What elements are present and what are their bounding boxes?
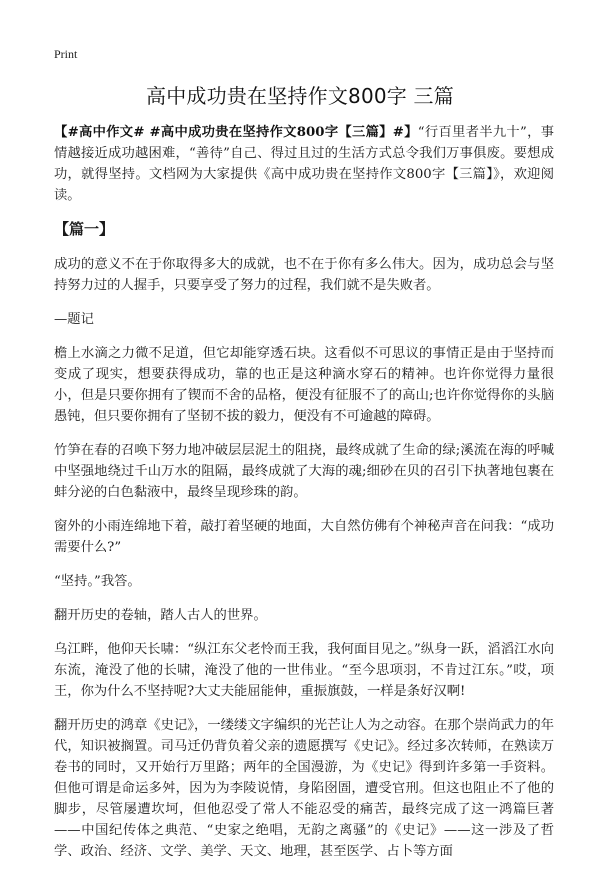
paragraph: 檐上水滴之力微不足道，但它却能穿透石块。这看似不可思议的事情正是由于坚持而变成了现实，想要获得成功，靠的也正是这种滴水穿石的精神。也许你觉得力量很小，但是只要你拥有了锲而不舍的品格，便没有征服不了的高山;也许你觉得你的头脑愚钝，但只要你拥有了坚韧不拔的毅力，便没有不可逾越的障碍。 [54,346,554,424]
print-label: Print [54,47,78,61]
page-title: 高中成功贵在坚持作文800字 三篇 [146,84,454,108]
paragraph: 乌江畔，他仰天长啸：“纵江东父老怜而王我，我何面目见之。”纵身一跃，滔滔江水向东流，淹没了他的长啸，淹没了他的一世伟业。“至今思项羽，不肯过江东。”哎，项王，你为什么不坚持呢?大丈夫能屈能伸，重振旗鼓，一样是条好汉啊! [54,642,554,699]
paragraph: 成功的意义不在于你取得多大的成就，也不在于你有多么伟大。因为，成功总会与坚持努力过的人握手，只要享受了努力的过程，我们就不是失败者。 [54,257,554,293]
epigraph-note: —题记 [54,312,94,327]
paragraph: 窗外的小雨连绵地下着，敲打着坚硬的地面，大自然仿佛有个神秘声音在问我：“成功需要什么?” [54,519,554,555]
intro-text: “行百里者半九十”，事情越接近成功越困难，“善待”自己、得过且过的生活方式总令我们万事俱废。要想成功，就得坚持。文档网为大家提供《高中成功贵在坚持作文800字【三篇】》，欢迎阅读。 [54,125,554,203]
paragraph: 翻开历史的鸿章《史记》，一缕缕文字编织的光芒让人为之动容。在那个崇尚武力的年代，知识被搁置。司马迁仍背负着父亲的遗愿撰写《史记》。经过多次转师，在熟读万卷书的同时，又开始行万里路；两年的全国漫游，为《史记》得到许多第一手资料。但他可谓是命运多舛，因为为李陵说情，身陷囹圄，遭受官刑。但这也阻止不了他的脚步，尽管屡遭坎坷，但他忍受了常人不能忍受的痛苦，最终完成了这一鸿篇巨著——中国纪传体之典范、“史家之绝唱，无韵之离骚”的《史记》——这一涉及了哲学、政治、经济、文学、美学、天文、地理，甚至医学、占卜等方面 [54,718,554,859]
intro-paragraph [54,122,554,206]
section-heading: 【篇一】 [54,220,115,238]
article-body [54,122,554,875]
intro-tag: 【#高中作文# #高中成功贵在坚持作文800字【三篇】#】 [54,125,418,140]
paragraph: “坚持。”我答。 [54,574,141,589]
paragraph: 竹笋在春的召唤下努力地冲破层层泥土的阻挠，最终成就了生命的绿;溪流在海的呼喊中坚强地绕过千山万水的阻隔，最终成就了大海的魂;细砂在贝的召引下执著地包裹在蚌分泌的白色黏液中，最终呈现珍珠的韵。 [54,443,554,500]
paragraph: 翻开历史的卷轴，踏人古人的世界。 [54,608,267,623]
